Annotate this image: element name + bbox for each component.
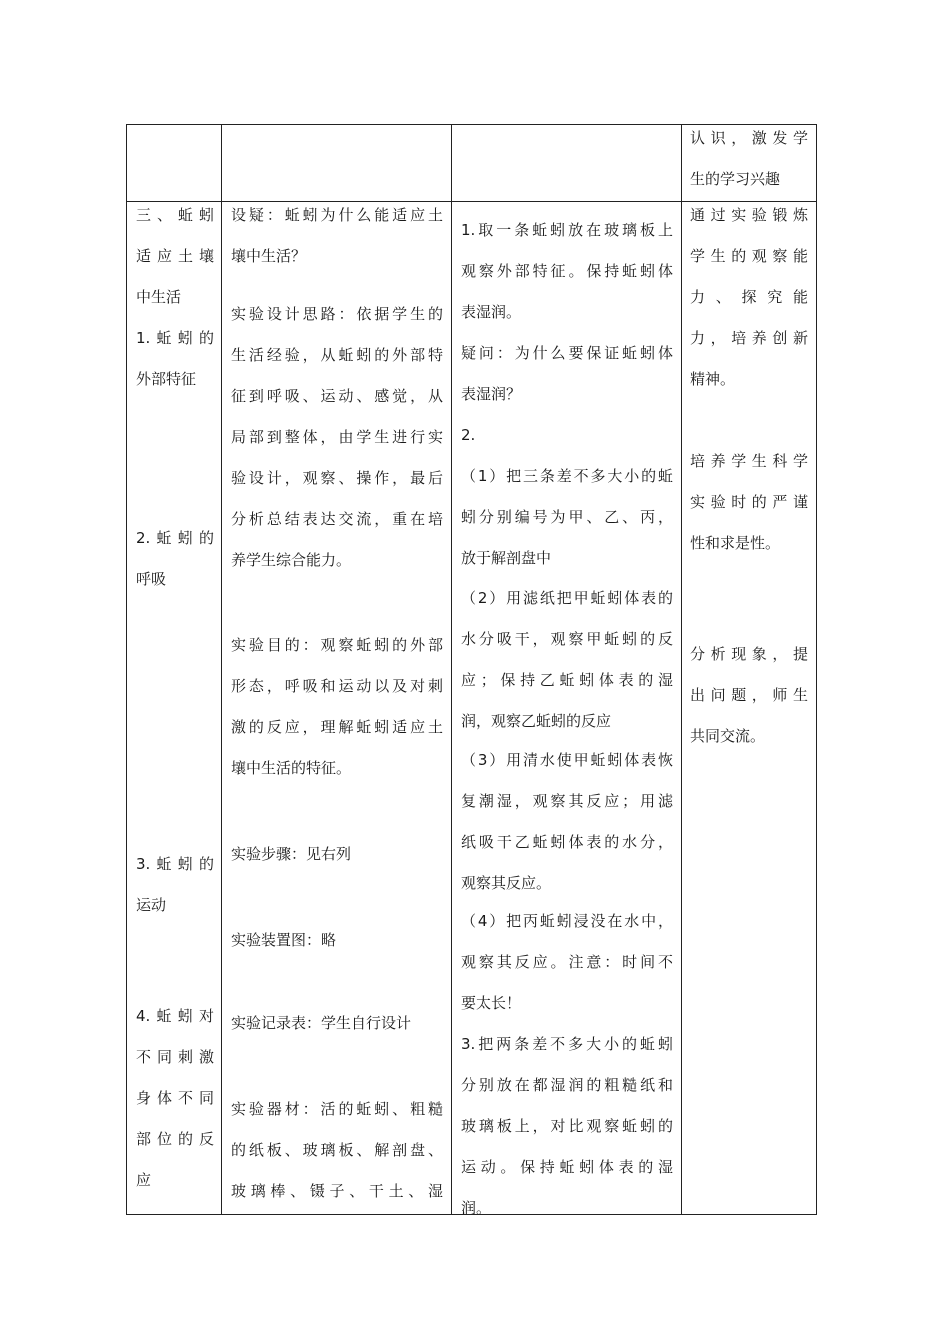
procedure-step-2-4: （4）把丙蚯蚓浸没在水中， 观察其反应。注意：时间不 要太长！ <box>461 912 673 1012</box>
record-table-note: 实验记录表：学生自行设计 <box>231 1014 412 1032</box>
procedure-step-3: 3.把两条差不多大小的蚯蚓 分别放在都湿润的粗糙纸和 玻璃板上，对比观察蚯蚓的 运动。保持蚯蚓体表的湿 润。 <box>461 1035 673 1217</box>
experiment-materials: 实验器材：活的蚯蚓、粗糙 的纸板、玻璃板、解剖盘、 玻璃棒、镊子、干土、湿 <box>231 1100 443 1200</box>
table-row <box>127 125 817 202</box>
table-row <box>127 202 817 1215</box>
procedure-step-2-3: （3）用清水使甲蚯蚓体表恢 复潮湿，观察其反应；用滤 纸吸干乙蚯蚓体表的水分， 观察其反应。 <box>461 751 673 892</box>
topic-movement: 3.蚯蚓的 运动 <box>136 855 214 914</box>
table-cell-continued-goal <box>682 125 817 202</box>
table-cell-experiment-design <box>222 202 452 1215</box>
continued-goal-text: 认识，激发学 生的学习兴趣 <box>690 129 808 188</box>
experiment-purpose: 实验目的：观察蚯蚓的外部 形态，呼吸和运动以及对刺 激的反应，理解蚯蚓适应土 壤中生活的特征。 <box>231 636 443 777</box>
apparatus-diagram: 实验装置图：略 <box>231 931 337 949</box>
section-title: 三、蚯蚓 适应土壤 中生活 <box>136 206 214 306</box>
guiding-question: 设疑：蚯蚓为什么能适应土 壤中生活？ <box>231 206 443 265</box>
lesson-plan-table <box>126 124 817 1215</box>
topic-external-features: 1.蚯蚓的 外部特征 <box>136 329 214 388</box>
table-cell-procedure <box>452 202 682 1215</box>
procedure-step-2-1: （1）把三条差不多大小的蚯 蚓分别编号为甲、乙、丙， 放于解剖盘中 <box>461 467 673 567</box>
goal-scientific-rigor: 培养学生科学 实验时的严谨 性和求是性。 <box>690 452 808 552</box>
design-idea: 实验设计思路：依据学生的 生活经验，从蚯蚓的外部特 征到呼吸、运动、感觉，从 局部到整体，由学生进行实 验设计，观察、操作，最后 分析总结表达交流，重在培 养学生综合能力。 <box>231 305 443 569</box>
topic-stimulus-response: 4.蚯蚓对 不同刺激 身体不同 部位的反 应 <box>136 1007 214 1189</box>
table-cell-empty <box>127 125 222 202</box>
procedure-step-2-label: 2. <box>461 426 476 444</box>
goal-observation-ability: 通过实验锻炼 学生的观察能 力、探究能 力，培养创新 精神。 <box>690 206 808 388</box>
procedure-question: 疑问：为什么要保证蚯蚓体 表湿润？ <box>461 344 673 403</box>
table-cell-topics <box>127 202 222 1215</box>
topic-respiration: 2.蚯蚓的 呼吸 <box>136 529 214 588</box>
table-cell-empty <box>222 125 452 202</box>
procedure-step-1: 1.取一条蚯蚓放在玻璃板上 观察外部特征。保持蚯蚓体 表湿润。 <box>461 221 673 321</box>
table-cell-goals <box>682 202 817 1215</box>
table-cell-empty <box>452 125 682 202</box>
goal-analysis-exchange: 分析现象，提 出问题，师生 共同交流。 <box>690 645 808 745</box>
procedure-step-2-2: （2）用滤纸把甲蚯蚓体表的 水分吸干，观察甲蚯蚓的反 应；保持乙蚯蚓体表的湿 润，观察乙蚯蚓的反应 <box>461 589 673 730</box>
experiment-steps: 实验步骤：见右列 <box>231 845 352 863</box>
